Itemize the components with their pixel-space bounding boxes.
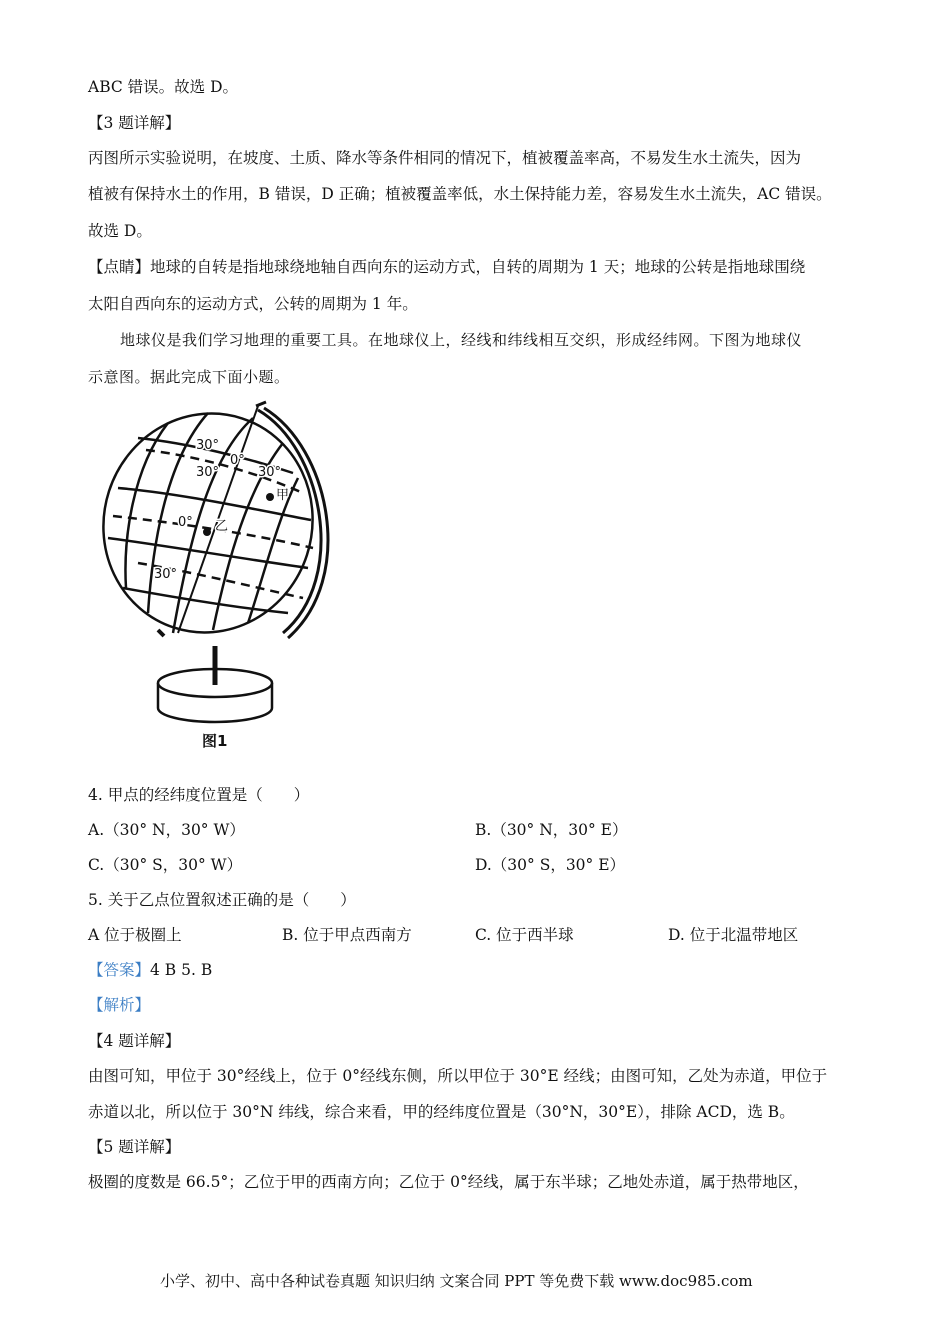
label-point-jia: 甲 <box>276 488 290 503</box>
figure-caption: 图1 <box>202 732 228 750</box>
text-line: 植被有保持水土的作用，B 错误，D 正确；植被覆盖率低，水土保持能力差，容易发生水土流失，AC 错误。 <box>88 185 832 203</box>
option-a: A 位于极圈上 <box>88 926 182 944</box>
section-heading: 【5 题详解】 <box>88 1138 181 1156</box>
point-yi-marker <box>203 528 211 536</box>
label-lon-0: 0° <box>230 453 245 468</box>
label-lat-30: 30° <box>196 465 220 480</box>
text-line: 太阳自西向东的运动方式，公转的周期为 1 年。 <box>88 295 418 313</box>
option-b: B. 位于甲点西南方 <box>282 926 412 944</box>
text-line: 示意图。据此完成下面小题。 <box>88 368 290 386</box>
label-point-yi: 乙 <box>215 519 229 534</box>
text-line: 地球仪是我们学习地理的重要工具。在地球仪上，经线和纬线相互交织，形成经纬网。下图为地球仪 <box>120 331 803 349</box>
label-lon-30: 30° <box>258 465 282 480</box>
text-line: 【点睛】地球的自转是指地球绕地轴自西向东的运动方式，自转的周期为 1 天；地球的公转是指地球围绕 <box>88 258 806 276</box>
text-line: ABC 错误。故选 D。 <box>88 78 239 96</box>
label-equator-0: 0° <box>178 515 193 530</box>
text-line: 赤道以北，所以位于 30°N 纬线，综合来看，甲的经纬度位置是（30°N，30°E），排除 ACD，选 B。 <box>88 1103 795 1121</box>
answer-text: 4 B 5. B <box>150 961 213 979</box>
globe-figure <box>98 398 338 753</box>
label-lat-30-top: 30° <box>196 438 220 453</box>
text-line: 丙图所示实验说明，在坡度、土质、降水等条件相同的情况下，植被覆盖率高，不易发生水土流失，因为 <box>88 149 802 167</box>
globe-stand <box>158 646 272 722</box>
option-c: C. 位于西半球 <box>475 926 574 944</box>
answer-line <box>88 960 212 980</box>
text-line: 极圈的度数是 66.5°；乙位于甲的西南方向；乙位于 0°经线，属于东半球；乙地处赤道，属于热带地区， <box>88 1173 809 1191</box>
text-line: 故选 D。 <box>88 222 152 240</box>
label-lat-30-south: 30° <box>154 567 178 582</box>
text-line: 由图可知，甲位于 30°经线上，位于 0°经线东侧，所以甲位于 30°E 经线；由图可知，乙处为赤道，甲位于 <box>88 1067 828 1085</box>
option-c: C.（30° S，30° W） <box>88 856 243 874</box>
page-footer: 小学、初中、高中各种试卷真题 知识归纳 文案合同 PPT 等免费下载 www.doc985.com <box>160 1272 753 1290</box>
option-d: D. 位于北温带地区 <box>668 926 799 944</box>
question-stem: 4. 甲点的经纬度位置是（ ） <box>88 786 310 804</box>
section-heading: 【3 题详解】 <box>88 114 181 132</box>
option-a: A.（30° N，30° W） <box>88 821 245 839</box>
point-jia-marker <box>266 493 274 501</box>
section-heading: 【4 题详解】 <box>88 1032 181 1050</box>
option-d: D.（30° S，30° E） <box>475 856 626 874</box>
analysis-tag: 【解析】 <box>88 996 151 1014</box>
question-stem: 5. 关于乙点位置叙述正确的是（ ） <box>88 891 356 909</box>
answer-tag: 【答案】 <box>88 961 151 979</box>
option-b: B.（30° N，30° E） <box>475 821 628 839</box>
